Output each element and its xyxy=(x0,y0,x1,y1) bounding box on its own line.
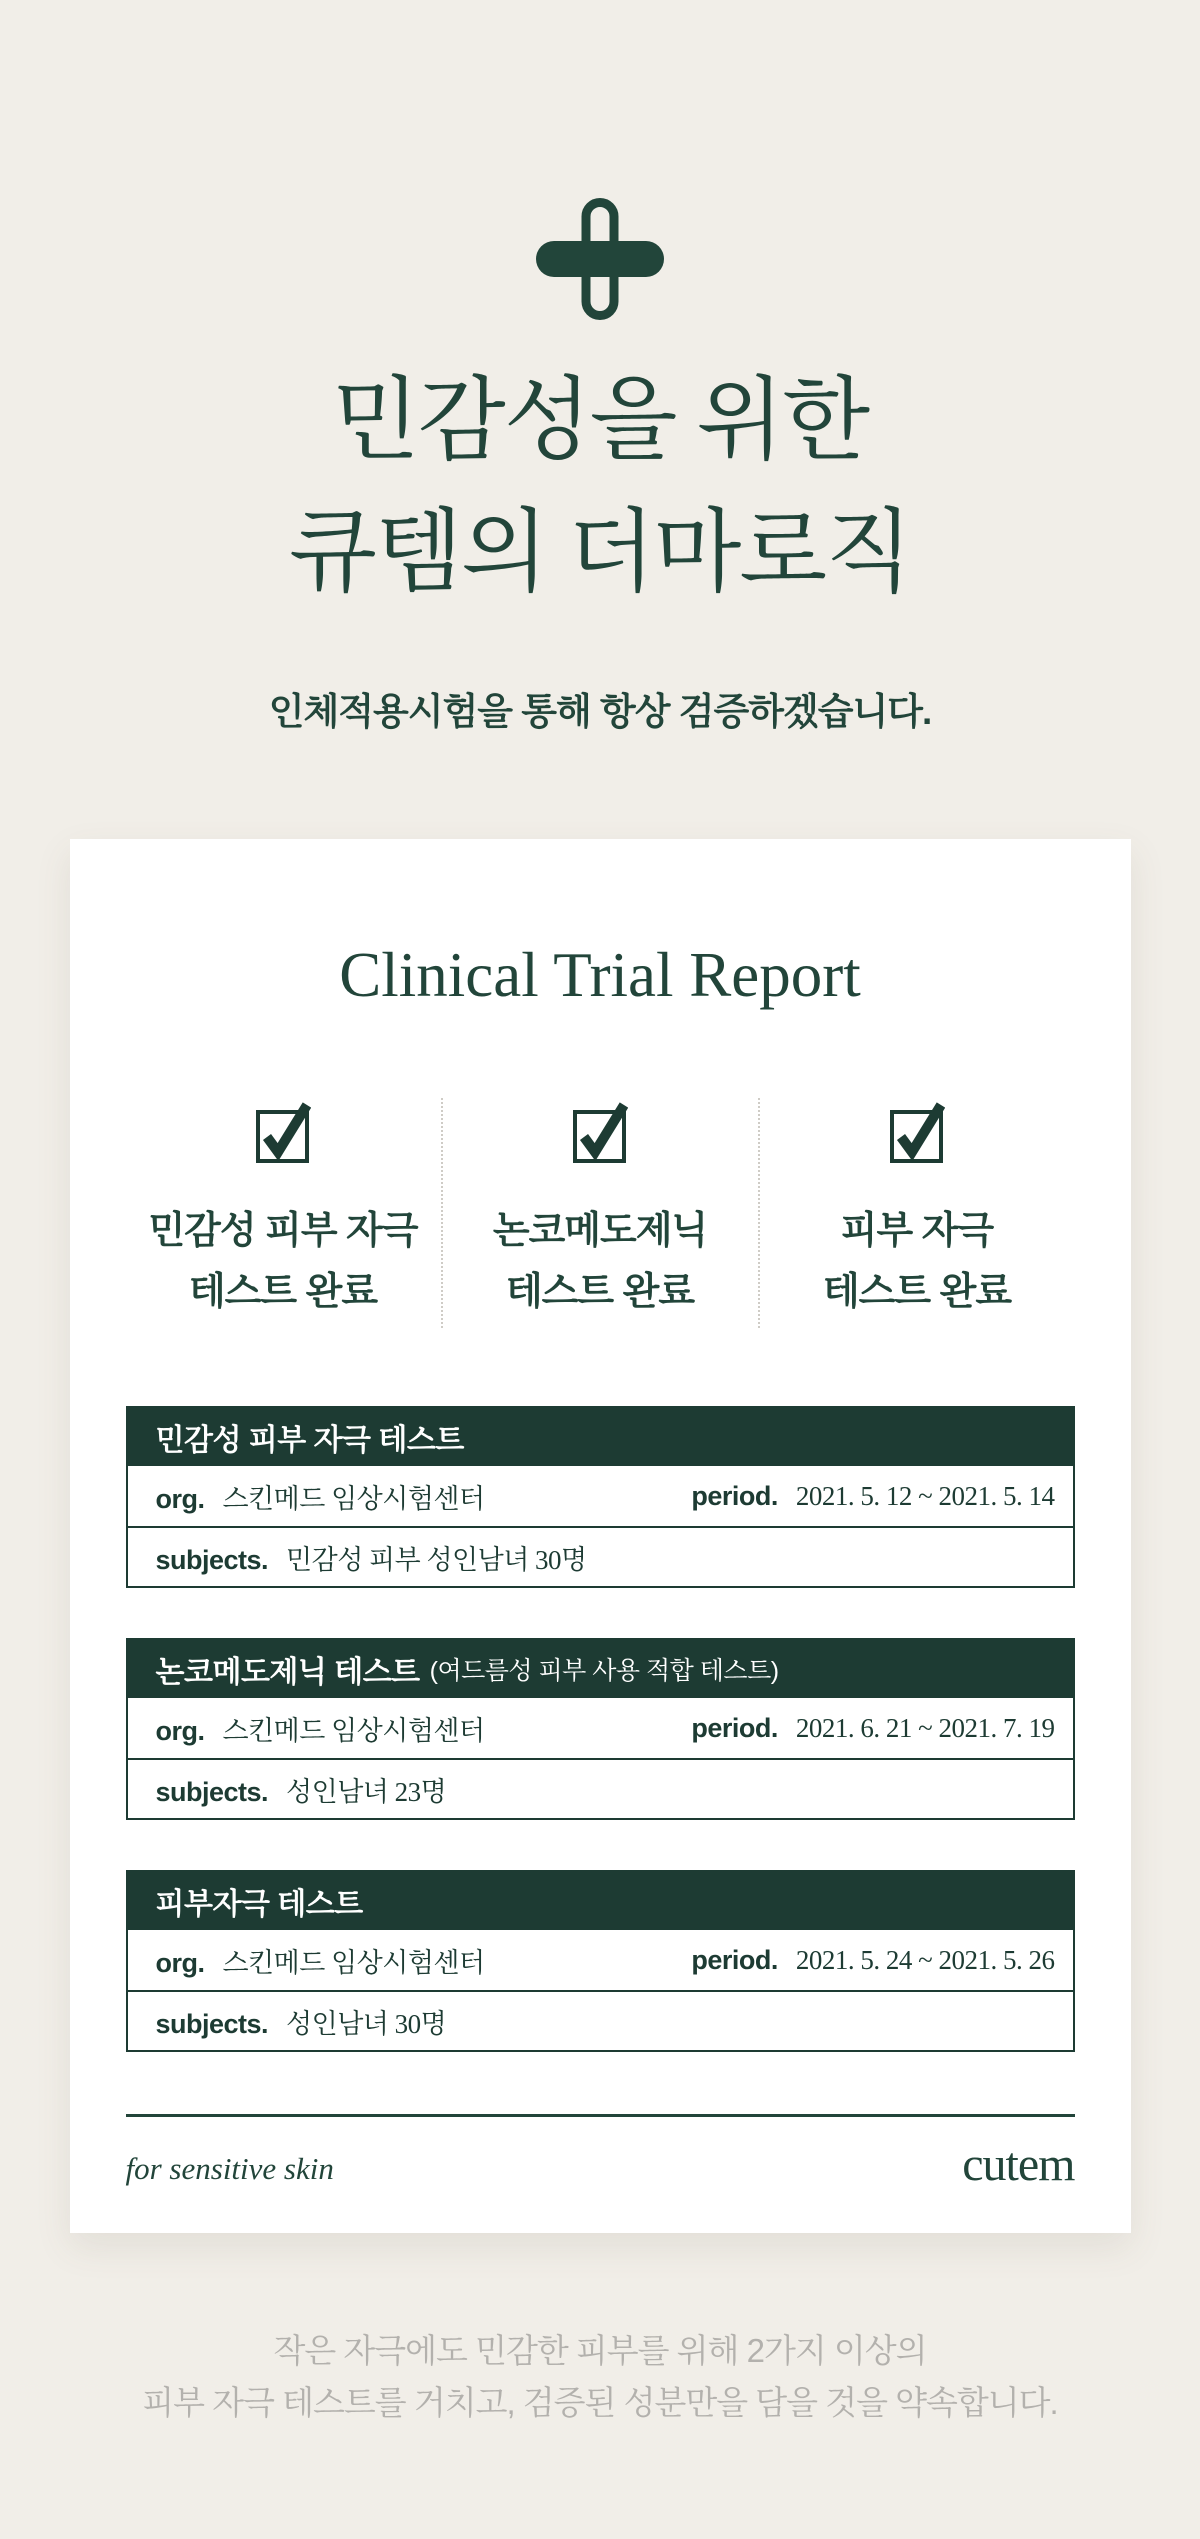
subjects-cell xyxy=(156,1538,587,1577)
org-cell xyxy=(156,1941,485,1980)
subjects-label: subjects. xyxy=(155,2008,269,2039)
period-value: 2021. 6. 21 ~ 2021. 7. 19 xyxy=(795,1712,1055,1743)
table-row-org-period xyxy=(128,1698,1073,1758)
period-value: 2021. 5. 12 ~ 2021. 5. 14 xyxy=(795,1480,1055,1511)
footer-divider xyxy=(126,2114,1075,2117)
org-cell xyxy=(156,1709,485,1748)
page-title xyxy=(0,355,1200,619)
badge-sensitive-skin-test xyxy=(126,1098,441,1329)
table-row-subjects xyxy=(128,1526,1073,1586)
report-title: Clinical Trial Report xyxy=(339,939,861,1010)
page-title-line1: 민감성을 위한 xyxy=(331,370,869,471)
table-row-subjects xyxy=(128,1758,1073,1818)
period-cell xyxy=(691,1945,1054,1976)
hero-section xyxy=(0,0,1200,735)
bottom-note xyxy=(0,2325,1200,2539)
table-title: 민감성 피부 자극 테스트 xyxy=(155,1424,464,1458)
org-value: 스킨메드 임상시험센터 xyxy=(222,1947,485,1978)
org-value: 스킨메드 임상시험센터 xyxy=(222,1483,485,1514)
badge-skin-irritation-test xyxy=(758,1098,1075,1329)
badge-label-line2: 테스트 완료 xyxy=(505,1270,695,1313)
org-label: org. xyxy=(155,1715,205,1746)
cutem-logo: cutem xyxy=(962,2138,1075,2192)
subjects-value: 성인남녀 30명 xyxy=(286,2008,447,2039)
org-label: org. xyxy=(155,1483,205,1514)
table-title: 논코메도제닉 테스트 xyxy=(155,1656,420,1690)
badge-label xyxy=(134,1201,433,1323)
card-footer xyxy=(125,2138,1075,2192)
table-row-org-period xyxy=(128,1466,1073,1526)
page-title-line2: 큐템의 더마로직 xyxy=(288,501,912,603)
badge-noncomedogenic-test xyxy=(441,1098,758,1329)
badge-label-line2: 테스트 완료 xyxy=(188,1270,378,1313)
subjects-value: 성인남녀 23명 xyxy=(286,1776,447,1807)
subjects-cell xyxy=(156,2002,447,2041)
trial-table-skin-irritation xyxy=(126,1870,1075,2052)
badge-label xyxy=(451,1201,750,1323)
org-label: org. xyxy=(155,1947,205,1978)
subjects-label: subjects. xyxy=(155,1544,269,1575)
badge-label xyxy=(768,1201,1067,1323)
badge-label-line1: 피부 자극 xyxy=(840,1209,994,1252)
table-row-org-period xyxy=(128,1930,1073,1990)
trial-table-noncomedogenic xyxy=(126,1638,1075,1820)
test-badges-row xyxy=(126,1098,1075,1329)
trial-table-sensitive-skin xyxy=(126,1406,1075,1588)
org-cell xyxy=(156,1477,485,1516)
bandage-icon xyxy=(536,198,664,320)
bottom-note-line1: 작은 자극에도 민감한 피부를 위해 2가지 이상의 xyxy=(273,2331,927,2369)
table-row-subjects xyxy=(128,1990,1073,2050)
org-value: 스킨메드 임상시험센터 xyxy=(222,1715,485,1746)
badge-label-line1: 민감성 피부 자극 xyxy=(148,1209,418,1252)
period-label: period. xyxy=(691,1712,778,1743)
period-label: period. xyxy=(691,1480,778,1511)
bottom-note-line2: 피부 자극 테스트를 거치고, 검증된 성분만을 담을 것을 약속합니다. xyxy=(142,2383,1058,2421)
table-header xyxy=(128,1872,1073,1930)
clinical-report-card xyxy=(70,839,1131,2233)
subjects-cell xyxy=(156,1770,447,1809)
period-label: period. xyxy=(691,1944,778,1975)
subjects-label: subjects. xyxy=(155,1776,269,1807)
subjects-value: 민감성 피부 성인남녀 30명 xyxy=(286,1544,587,1575)
table-title: 피부자극 테스트 xyxy=(155,1888,363,1922)
table-header xyxy=(128,1640,1073,1698)
checkbox-checked-icon xyxy=(889,1102,945,1164)
period-value: 2021. 5. 24 ~ 2021. 5. 26 xyxy=(795,1944,1055,1975)
checkbox-checked-icon xyxy=(255,1102,311,1164)
period-cell xyxy=(691,1713,1054,1744)
table-header xyxy=(128,1408,1073,1466)
badge-label-line2: 테스트 완료 xyxy=(822,1270,1012,1313)
hero-subtitle: 인체적용시험을 통해 항상 검증하겠습니다. xyxy=(268,690,932,732)
checkbox-checked-icon xyxy=(572,1102,628,1164)
brand-tagline: for sensitive skin xyxy=(125,2150,334,2186)
period-cell xyxy=(691,1481,1054,1512)
badge-label-line1: 논코메도제닉 xyxy=(492,1209,708,1252)
table-title-note: (여드름성 피부 사용 적합 테스트) xyxy=(429,1657,779,1686)
